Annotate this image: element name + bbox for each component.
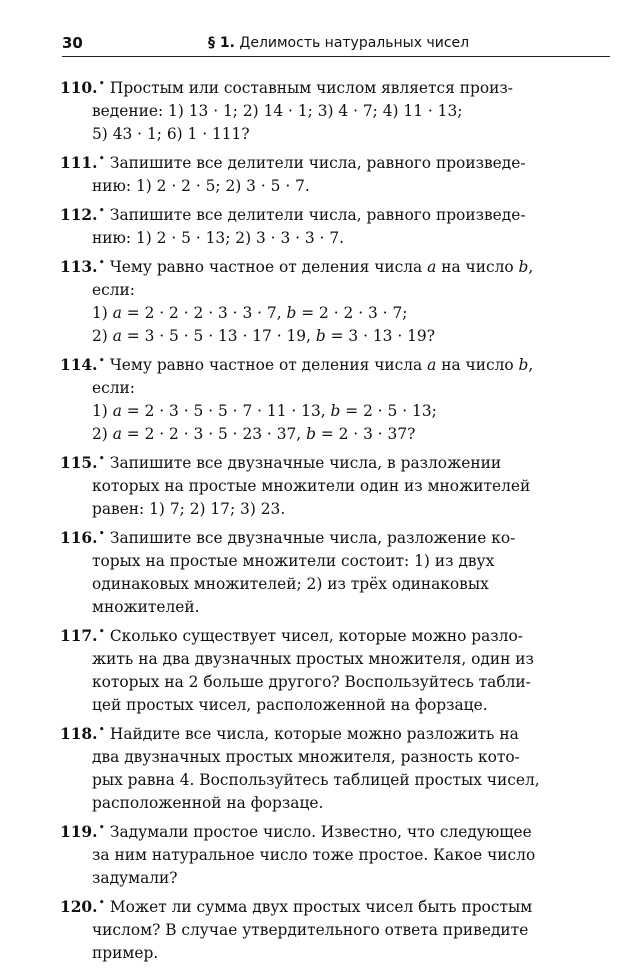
difficulty-marker: • [98,256,105,269]
problem-line [60,919,612,942]
problem-text: числом? В случае утвердительного ответа приведите [92,921,529,939]
problem-line [60,694,612,717]
problem-113 [60,251,612,348]
problem-line [60,718,612,746]
problem-text: задумали? [92,869,178,887]
problem-line [60,816,612,844]
problem-text: рых равна 4. Воспользуйтесь таблицей простых чисел, [92,771,540,789]
problem-line [60,475,612,498]
problem-line [60,648,612,671]
problem-number: 110. [60,79,98,97]
difficulty-marker: • [98,204,105,217]
problem-118 [60,718,612,815]
problem-line [60,550,612,573]
problem-line [60,400,612,423]
problem-text: Запишите все двузначные числа, в разложении [109,454,502,472]
problem-line [60,175,612,198]
difficulty-marker: • [98,625,105,638]
problem-line [60,769,612,792]
problem-text: цей простых чисел, расположенной на форзаце. [92,696,488,714]
problem-text: одинаковых множителей; 2) из трёх одинаковых [92,575,489,593]
difficulty-marker: • [98,821,105,834]
problem-115 [60,447,612,521]
difficulty-marker: • [98,354,105,367]
problem-number: 117. [60,627,98,645]
problem-text: нию: 1) 2 · 2 · 5; 2) 3 · 5 · 7. [92,177,310,195]
problem-text: за ним натуральное число тоже простое. Какое число [92,846,536,864]
problem-number: 120. [60,898,98,916]
problem-line [60,147,612,175]
problem-120 [60,891,612,965]
problem-line [60,620,612,648]
problem-line [60,596,612,619]
problem-text: если: [92,379,135,397]
problem-line [60,302,612,325]
problem-line [60,942,612,965]
problem-text: Запишите все делители числа, равного произведе- [109,154,526,172]
problem-text: которых на 2 больше другого? Воспользуйтесь табли- [92,673,531,691]
problem-line [60,279,612,302]
problem-number: 115. [60,454,98,472]
problem-line [60,100,612,123]
problem-text: торых на простые множители состоит: 1) из двух [92,552,495,570]
problem-text: два двузначных простых множителя, разность кото- [92,748,520,766]
problem-text: расположенной на форзаце. [92,794,324,812]
section-title: Делимость натуральных чисел [239,35,470,51]
problem-line [60,72,612,100]
problem-line [60,199,612,227]
problem-text: Найдите все числа, которые можно разложить на [109,725,519,743]
problem-text: равен: 1) 7; 2) 17; 3) 23. [92,500,286,518]
problem-line [60,891,612,919]
problem-116 [60,522,612,619]
problem-text: если: [92,281,135,299]
problem-112 [60,199,612,250]
page-number: 30 [62,34,83,52]
problem-line [60,844,612,867]
difficulty-marker: • [98,452,105,465]
page-header [62,30,610,57]
problem-line [60,227,612,250]
problem-text: Запишите все двузначные числа, разложение ко- [109,529,516,547]
problem-line [60,746,612,769]
problem-number: 116. [60,529,98,547]
difficulty-marker: • [98,77,105,90]
problem-number: 113. [60,258,98,276]
problem-117 [60,620,612,717]
difficulty-marker: • [98,527,105,540]
running-title [208,35,469,51]
problem-line [60,573,612,596]
problem-number: 112. [60,206,98,224]
problem-line [60,671,612,694]
problem-line [60,522,612,550]
problem-number: 119. [60,823,98,841]
problem-110 [60,72,612,146]
problem-text: 5) 43 · 1; 6) 1 · 111? [92,125,250,143]
problem-line [60,423,612,446]
difficulty-marker: • [98,723,105,736]
problem-line [60,325,612,348]
difficulty-marker: • [98,152,105,165]
problem-text: Задумали простое число. Известно, что следующее [109,823,532,841]
problem-text: множителей. [92,598,200,616]
section-mark: § 1. [208,35,235,51]
problem-text: нию: 1) 2 · 5 · 13; 2) 3 · 3 · 3 · 7. [92,229,345,247]
difficulty-marker: • [98,896,105,909]
problem-119 [60,816,612,890]
problem-line [60,377,612,400]
problem-text: Запишите все делители числа, равного произведе- [109,206,526,224]
problem-list [60,72,612,966]
problem-line [60,447,612,475]
problem-text: 1) a = 2 · 2 · 2 · 3 · 3 · 7, b = 2 · 2 · 3 · 7; [92,304,408,322]
problem-text: пример. [92,944,159,962]
problem-text: жить на два двузначных простых множителя, один из [92,650,534,668]
problem-text: Чему равно частное от деления числа a на число b, [109,356,534,374]
problem-line [60,349,612,377]
problem-114 [60,349,612,446]
problem-text: Сколько существует чисел, которые можно разло- [109,627,523,645]
problem-line [60,251,612,279]
problem-text: Простым или составным числом является произ- [109,79,514,97]
problem-line [60,792,612,815]
problem-text: 2) a = 2 · 2 · 3 · 5 · 23 · 37, b = 2 · 3 · 37? [92,425,416,443]
problem-number: 114. [60,356,98,374]
problem-line [60,867,612,890]
problem-text: которых на простые множители один из множителей [92,477,531,495]
problem-111 [60,147,612,198]
problem-text: ведение: 1) 13 · 1; 2) 14 · 1; 3) 4 · 7; 4) 11 · 13; [92,102,463,120]
problem-number: 111. [60,154,98,172]
problem-line [60,123,612,146]
problem-text: 1) a = 2 · 3 · 5 · 5 · 7 · 11 · 13, b = 2 · 5 · 13; [92,402,437,420]
problem-text: Чему равно частное от деления числа a на число b, [109,258,534,276]
problem-text: Может ли сумма двух простых чисел быть простым [109,898,533,916]
problem-line [60,498,612,521]
problem-text: 2) a = 3 · 5 · 5 · 13 · 17 · 19, b = 3 · 13 · 19? [92,327,435,345]
problem-number: 118. [60,725,98,743]
